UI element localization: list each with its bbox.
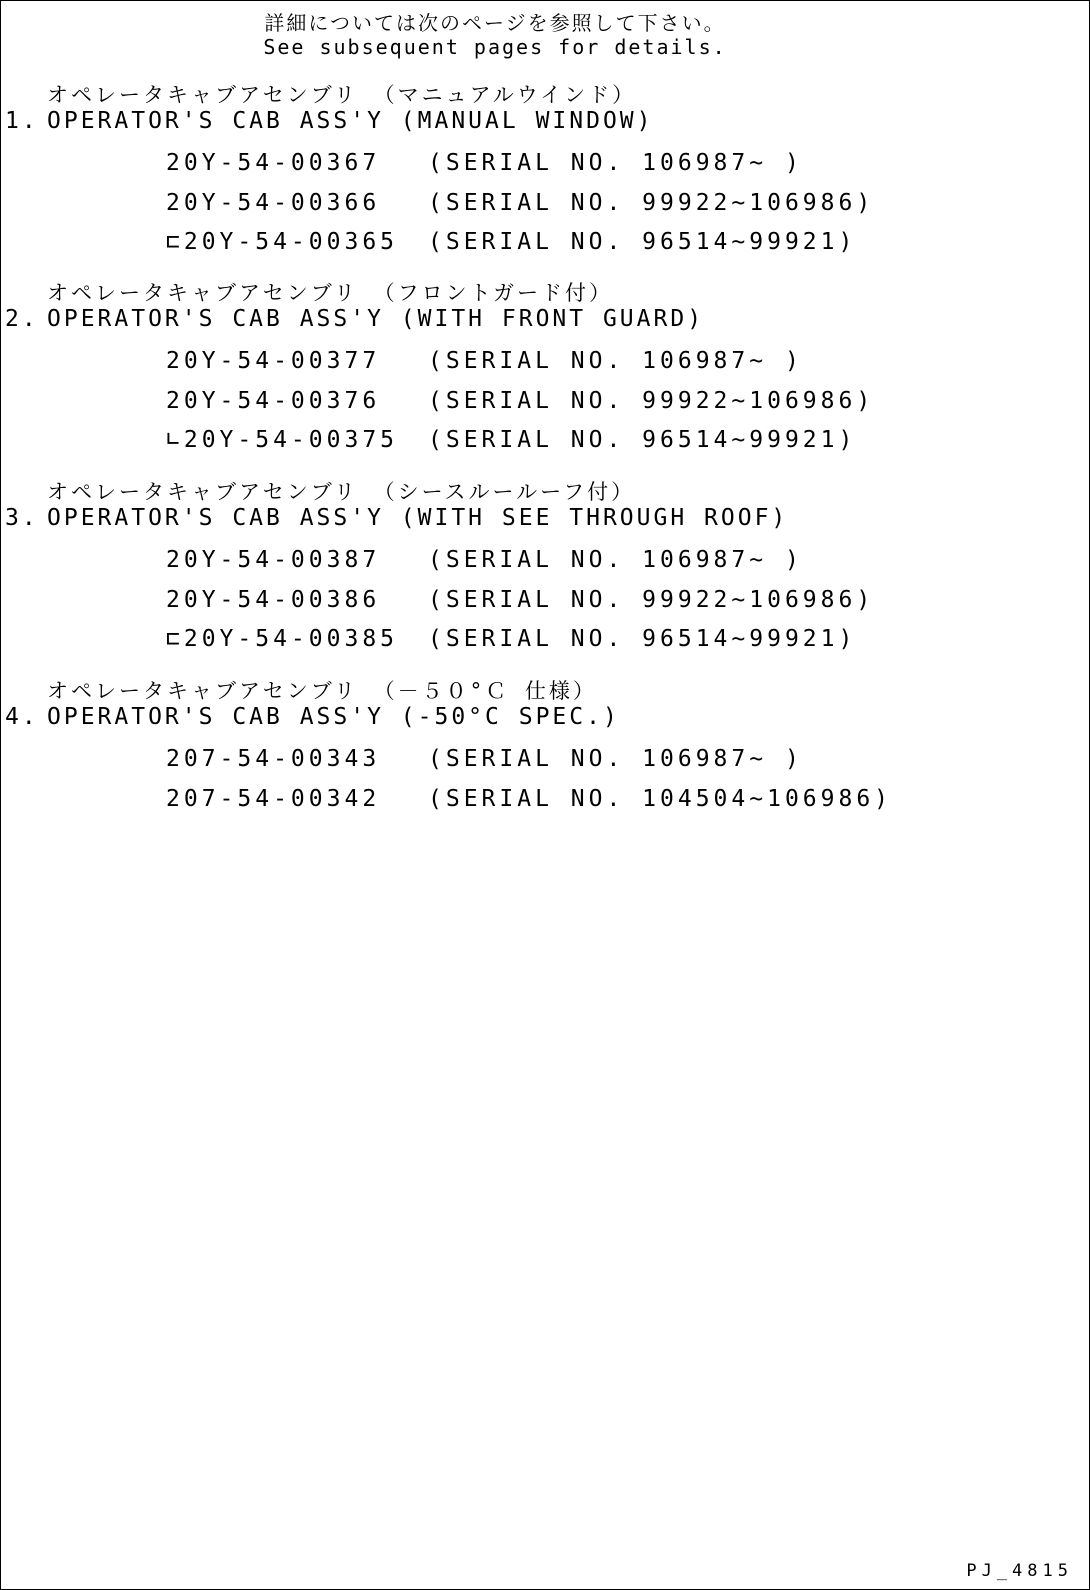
serial-range: (SERIAL NO. 106987~ ) [428,150,803,176]
part-row [166,150,803,176]
part-number: 20Y-54-00387 [166,547,381,573]
header-english: See subsequent pages for details. [263,35,727,59]
part-row [166,190,874,216]
section-title [5,505,788,531]
section-japanese-title: オペレータキャブアセンブリ （－５０°Ｃ 仕様） [47,679,597,703]
section-japanese-title: オペレータキャブアセンブリ （シースルールーフ付） [47,480,636,504]
part-row [166,348,803,374]
serial-range: (SERIAL NO. 104504~106986) [428,786,893,812]
section-title [5,108,654,134]
page-code: PJ_4815 [966,1561,1073,1581]
part-number: 20Y-54-00377 [166,348,381,374]
serial-range: (SERIAL NO. 96514~99921) [428,626,857,652]
section-number: 4. [5,704,39,730]
serial-range: (SERIAL NO. 106987~ ) [428,348,803,374]
section-number: 2. [5,306,39,332]
part-number: ⊏20Y-54-00385 [166,626,399,652]
section-title-text: OPERATOR'S CAB ASS'Y (WITH SEE THROUGH ROOF) [47,505,789,531]
part-row [166,547,803,573]
part-number: 20Y-54-00376 [166,388,381,414]
serial-range: (SERIAL NO. 99922~106986) [428,388,875,414]
part-number: 207-54-00343 [166,746,381,772]
serial-range: (SERIAL NO. 96514~99921) [428,229,857,255]
part-row [166,746,803,772]
section-title-text: OPERATOR'S CAB ASS'Y (MANUAL WINDOW) [47,108,654,134]
section-title [5,306,704,332]
part-row [166,626,856,652]
section-title-text: OPERATOR'S CAB ASS'Y (-50°C SPEC.) [47,704,620,730]
serial-range: (SERIAL NO. 106987~ ) [428,746,803,772]
part-row [166,786,892,812]
part-number: ⊏20Y-54-00365 [166,229,399,255]
part-row [166,427,856,453]
part-row [166,229,856,255]
part-number: 20Y-54-00366 [166,190,381,216]
serial-range: (SERIAL NO. 99922~106986) [428,587,875,613]
part-number: ∟20Y-54-00375 [166,427,399,453]
section-number: 1. [5,108,39,134]
serial-range: (SERIAL NO. 99922~106986) [428,190,875,216]
part-row [166,388,874,414]
serial-range: (SERIAL NO. 106987~ ) [428,547,803,573]
part-number: 207-54-00342 [166,786,381,812]
section-title-text: OPERATOR'S CAB ASS'Y (WITH FRONT GUARD) [47,306,705,332]
part-row [166,587,874,613]
header-japanese: 詳細については次のページを参照して下さい。 [264,11,726,35]
section-japanese-title: オペレータキャブアセンブリ （マニュアルウインド） [47,83,637,107]
section-title [5,704,620,730]
section-japanese-title: オペレータキャブアセンブリ （フロントガード付） [47,281,613,305]
section-number: 3. [5,505,39,531]
part-number: 20Y-54-00386 [166,587,381,613]
part-number: 20Y-54-00367 [166,150,381,176]
serial-range: (SERIAL NO. 96514~99921) [428,427,857,453]
